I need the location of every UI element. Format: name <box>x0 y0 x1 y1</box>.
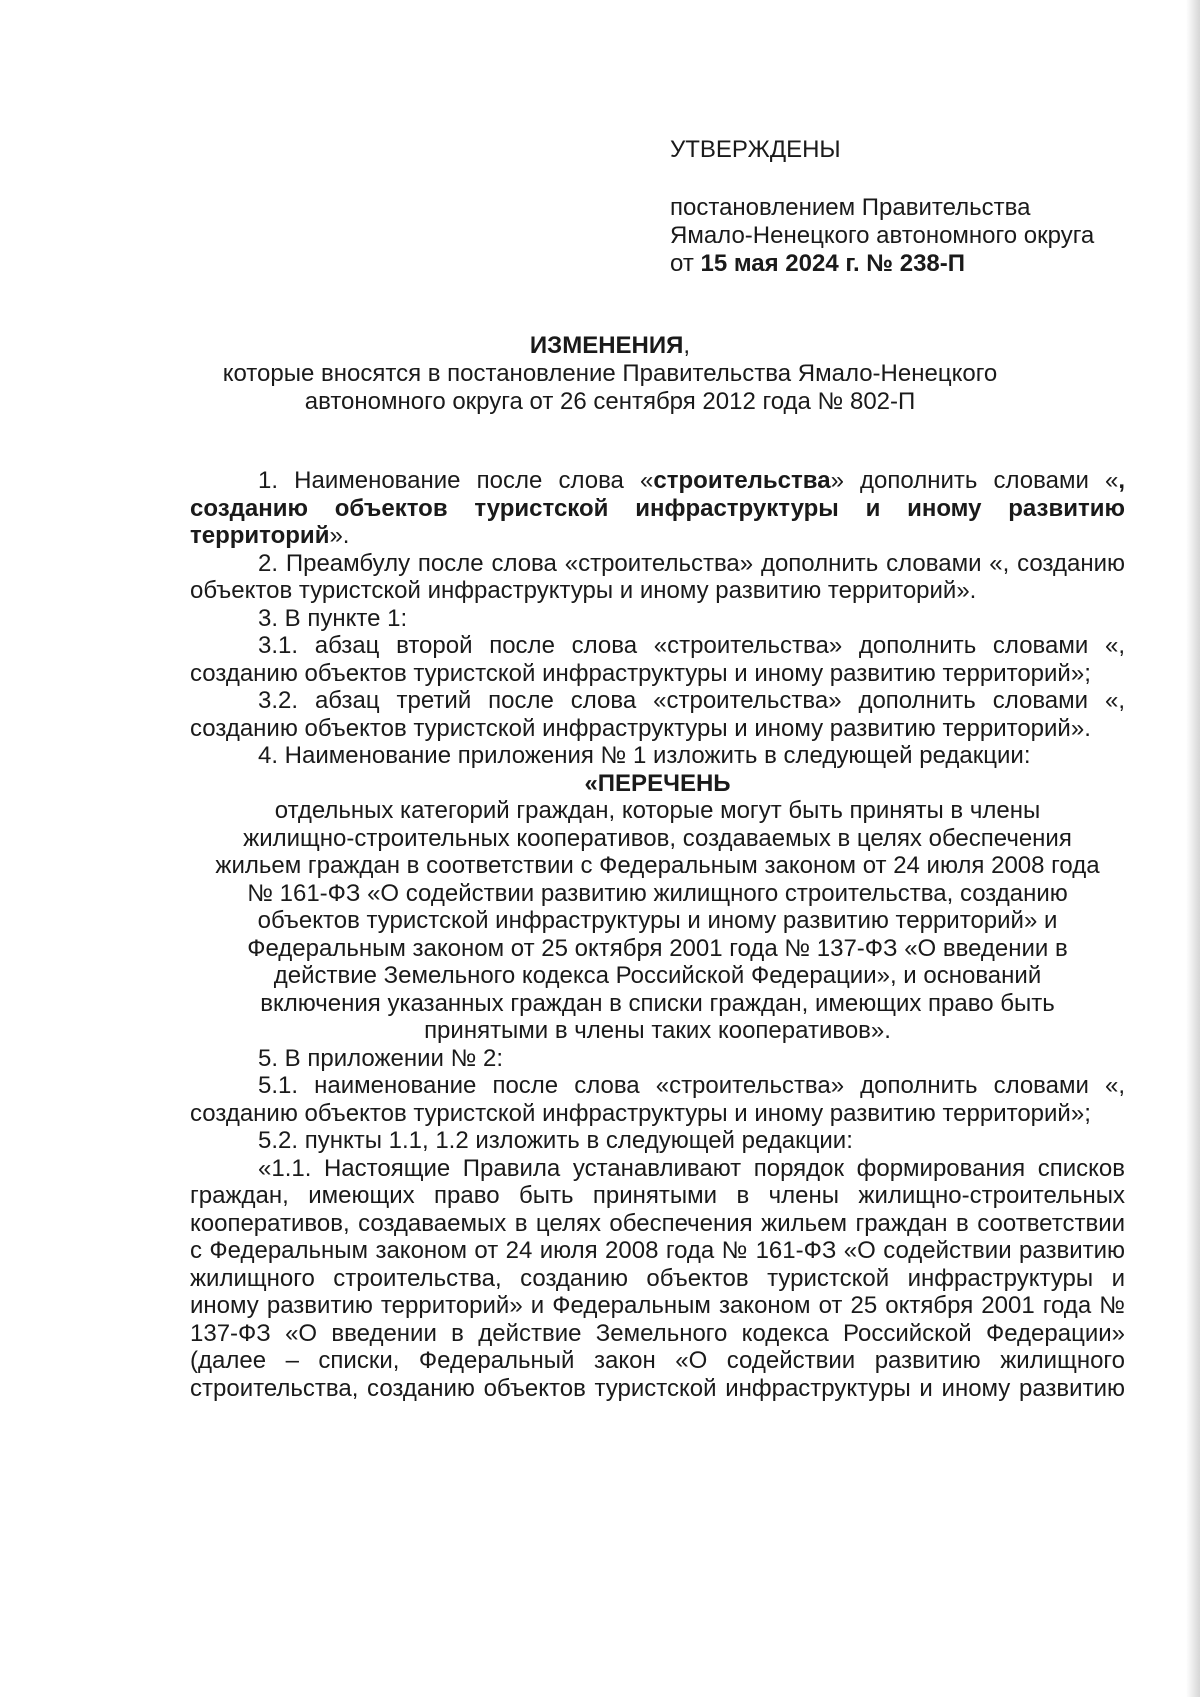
paragraph-4: 4. Наименование приложения № 1 изложить в следующей редакции: <box>258 742 1031 769</box>
list-subtitle-line-6: Федеральным законом от 25 октября 2001 года № 137-ФЗ «О введении в <box>247 934 1068 962</box>
paragraph-1-text-a: 1. Наименование после слова « <box>258 467 654 494</box>
list-title: «ПЕРЕЧЕНЬ <box>584 769 731 797</box>
list-subtitle-line-3: жильем граждан в соответствии с Федеральным законом от 24 июля 2008 года <box>215 852 1100 879</box>
list-subtitle-line-8: включения указанных граждан в списки граждан, имеющих право быть <box>260 989 1055 1017</box>
document-title: ИЗМЕНЕНИЯ <box>529 332 684 359</box>
approval-date-number: 15 мая 2024 г. № 238-П <box>700 250 965 277</box>
approval-line-1: постановлением Правительства <box>670 194 1031 221</box>
document-body <box>190 467 1125 1402</box>
list-subtitle-line-7: действие Земельного кодекса Российской Федерации», и оснований <box>273 962 1042 989</box>
paragraph-5: 5. В приложении № 2: <box>258 1044 504 1072</box>
paragraph-1-text-e: ». <box>329 522 350 549</box>
list-subtitle-line-1: отдельных категорий граждан, которые могут быть приняты в члены <box>274 797 1041 824</box>
approval-date-prefix: от <box>670 250 694 277</box>
paragraph-5-1: 5.1. наименование после слова «строительства» дополнить словами «, созданию объектов туристской инфраструктуры и иному развитию территорий»; <box>190 1072 1125 1127</box>
paragraph-1-bold-word: строительства <box>653 467 831 494</box>
scan-edge-shadow <box>1186 0 1200 1697</box>
approval-heading: УТВЕРЖДЕНЫ <box>670 136 841 163</box>
paragraph-1-bold-phrase: , созданию объектов туристской инфраструктуры и иному развитию территорий <box>190 467 1125 549</box>
document-title-line <box>150 332 1070 360</box>
list-subtitle-line-2: жилищно-строительных кооперативов, создаваемых в целях обеспечения <box>243 824 1072 852</box>
paragraph-5-quote: «1.1. Настоящие Правила устанавливают порядок формирования списков граждан, имеющих право быть принятыми в члены жилищно-строительных кооперативов, создаваемых в целях обеспечения жильем граждан в соответствии с Федеральным законом от 24 июля 2008 года № 161-ФЗ «О содействии развитию жилищного строительства, созданию объектов туристской инфраструктуры и иному развитию территорий» и Федеральным законом от 25 октября 2001 года № 137-ФЗ «О введении в действие Земельного кодекса Российской Федерации» (далее – списки, Федеральный закон «О содействии развитию жилищного строительства, созданию объектов туристской инфраструктуры и иному развитию <box>190 1154 1125 1402</box>
approval-line-2: Ямало-Ненецкого автономного округа <box>670 222 1095 249</box>
paragraph-3-1: 3.1. абзац второй после слова «строительства» дополнить словами «, созданию объектов туристской инфраструктуры и иному развитию территорий»; <box>190 632 1125 687</box>
document-title-block <box>150 332 1070 416</box>
paragraph-3: 3. В пункте 1: <box>258 604 408 632</box>
paragraph-3-2: 3.2. абзац третий после слова «строительства» дополнить словами «, созданию объектов туристской инфраструктуры и иному развитию территорий». <box>190 687 1125 742</box>
list-subtitle-line-4: № 161-ФЗ «О содействии развитию жилищного строительства, созданию <box>247 879 1068 907</box>
document-subtitle-line-2: автономного округа от 26 сентября 2012 года № 802-П <box>304 388 916 415</box>
approval-block <box>670 136 1094 278</box>
paragraph-5-2: 5.2. пункты 1.1, 1.2 изложить в следующей редакции: <box>258 1127 853 1154</box>
approval-date-line <box>670 250 1094 278</box>
list-subtitle-line-5: объектов туристской инфраструктуры и иному развитию территорий» и <box>257 907 1058 934</box>
paragraph-2: 2. Преамбулу после слова «строительства» дополнить словами «, созданию объектов туристской инфраструктуры и иному развитию территорий». <box>190 549 1125 604</box>
document-title-comma: , <box>683 332 691 359</box>
list-subtitle-line-9: принятыми в члены таких кооперативов». <box>424 1017 891 1044</box>
document-subtitle-line-1: которые вносятся в постановление Правительства Ямало-Ненецкого <box>222 360 998 387</box>
paragraph-1 <box>190 467 1125 550</box>
paragraph-1-text-c: » дополнить словами « <box>830 467 1119 494</box>
